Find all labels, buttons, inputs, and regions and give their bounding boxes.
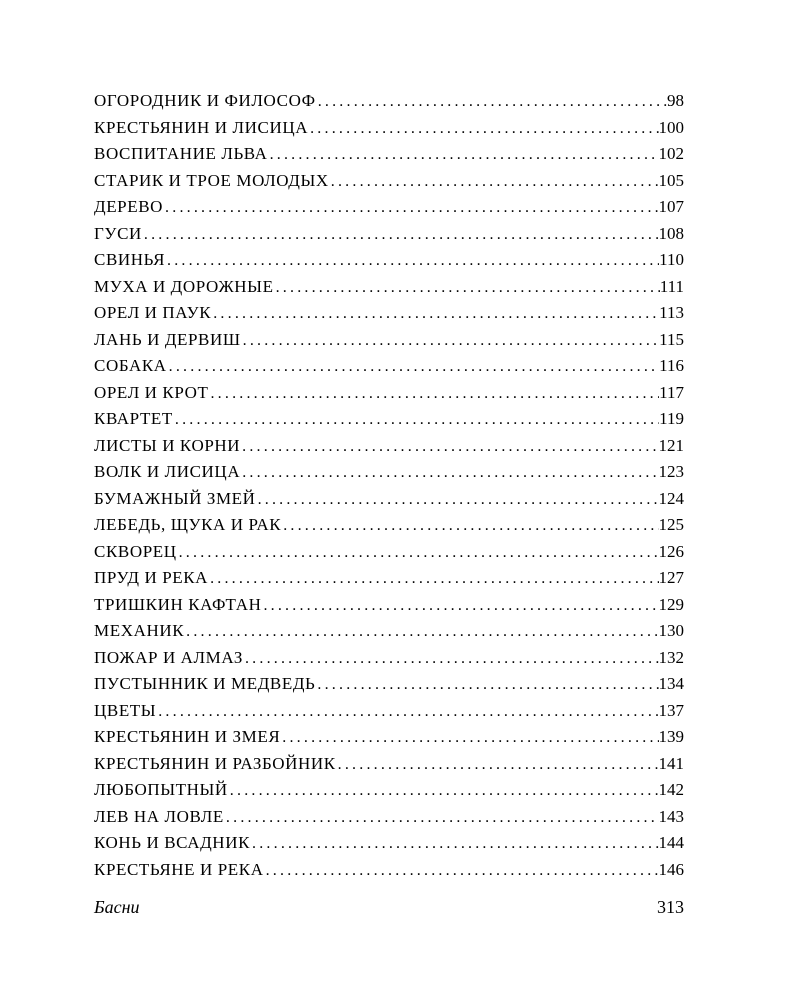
dot-leader — [266, 858, 659, 884]
toc-entry — [94, 141, 684, 168]
toc-entry-page: 143 — [658, 806, 684, 826]
toc-entry — [94, 565, 684, 592]
dot-leader — [144, 222, 659, 248]
toc-entry — [94, 433, 684, 460]
toc-entry-title: КОНЬ И ВСАДНИК — [94, 833, 251, 852]
toc-entry-page: 141 — [658, 753, 684, 773]
toc-entry-page: 113 — [659, 303, 684, 322]
page-footer — [94, 897, 684, 925]
toc-entry-title: ОРЕЛ И КРОТ — [94, 382, 209, 402]
toc-entry — [94, 512, 684, 539]
toc-entry-page: 144 — [658, 833, 684, 852]
toc-entry-page: 98 — [667, 91, 684, 110]
toc-entry-title: ПРУД И РЕКА — [94, 568, 209, 587]
dot-leader — [165, 195, 658, 221]
dot-leader — [258, 487, 659, 513]
dot-leader — [158, 699, 658, 725]
toc-entry-title: ОГОРОДНИК И ФИЛОСОФ — [94, 91, 316, 110]
dot-leader — [270, 142, 659, 168]
toc-entry-page: 134 — [658, 674, 684, 693]
dot-leader — [252, 831, 658, 857]
toc-entry-page: 119 — [659, 409, 684, 428]
toc-entry-page: 124 — [658, 488, 684, 508]
toc-entry-page: 121 — [658, 435, 684, 455]
toc-entry — [94, 300, 684, 327]
toc-entry — [94, 645, 684, 672]
toc-entry-title: КРЕСТЬЯНИН И ЗМЕЯ — [94, 727, 281, 746]
dot-leader — [283, 513, 658, 539]
toc-entry-page: 139 — [658, 727, 684, 746]
toc-entry-page: 125 — [658, 515, 684, 534]
toc-entry-page: 116 — [659, 356, 684, 375]
toc-entry-title: КРЕСТЬЯНИН И РАЗБОЙНИК — [94, 753, 336, 773]
toc-entry-page: 130 — [658, 621, 684, 640]
dot-leader — [210, 566, 658, 592]
toc-entry-page: 137 — [658, 700, 684, 720]
dot-leader — [230, 778, 659, 804]
toc-entry-page: 107 — [658, 197, 684, 216]
toc-entry-title: МЕХАНИК — [94, 621, 185, 640]
toc-entry-title: ЛЮБОПЫТНЫЙ — [94, 780, 228, 799]
toc-entry-page: 123 — [658, 462, 684, 481]
toc-entry — [94, 380, 684, 407]
toc-entry — [94, 698, 684, 725]
toc-entry-page: 132 — [658, 647, 684, 667]
toc-entry — [94, 327, 684, 354]
dot-leader — [169, 354, 659, 380]
toc-entry-page: 105 — [658, 170, 684, 190]
toc-entry-title: МУХА И ДОРОЖНЫЕ — [94, 276, 274, 296]
toc-entry-title: СТАРИК И ТРОЕ МОЛОДЫХ — [94, 170, 329, 190]
toc-entry-title: КРЕСТЬЯНИН И ЛИСИЦА — [94, 117, 309, 137]
dot-leader — [242, 434, 658, 460]
toc-entry — [94, 486, 684, 513]
toc-entry-title: КРЕСТЬЯНЕ И РЕКА — [94, 859, 264, 879]
dot-leader — [210, 381, 659, 407]
toc-entry — [94, 618, 684, 645]
toc-entry — [94, 406, 684, 433]
toc-entry — [94, 221, 684, 248]
toc-entry — [94, 115, 684, 142]
dot-leader — [186, 619, 658, 645]
dot-leader — [318, 89, 667, 115]
dot-leader — [179, 540, 659, 566]
toc-entry — [94, 777, 684, 804]
toc-entry-page: 129 — [658, 594, 684, 614]
toc-entry — [94, 539, 684, 566]
toc-entry-title: БУМАЖНЫЙ ЗМЕЙ — [94, 488, 256, 508]
dot-leader — [276, 275, 660, 301]
toc-entry-title: ЛЕВ НА ЛОВЛЕ — [94, 806, 224, 826]
dot-leader — [243, 328, 660, 354]
dot-leader — [226, 805, 659, 831]
toc-entry — [94, 751, 684, 778]
dot-leader — [310, 116, 658, 142]
toc-entry — [94, 353, 684, 380]
toc-entry-title: ЛАНЬ И ДЕРВИШ — [94, 329, 241, 349]
toc-entry — [94, 671, 684, 698]
dot-leader — [263, 593, 658, 619]
dot-leader — [175, 407, 659, 433]
toc-entry-title: ЛИСТЫ И КОРНИ — [94, 435, 241, 455]
dot-leader — [245, 646, 659, 672]
toc-entry-title: ВОСПИТАНИЕ ЛЬВА — [94, 144, 268, 163]
toc-entry — [94, 857, 684, 884]
toc-entry-title: СОБАКА — [94, 356, 167, 375]
toc-entry-title: ДЕРЕВО — [94, 197, 164, 216]
toc-entry-title: КВАРТЕТ — [94, 409, 173, 428]
page-number: 313 — [657, 897, 684, 917]
table-of-contents — [94, 88, 684, 883]
toc-entry — [94, 592, 684, 619]
toc-entry — [94, 804, 684, 831]
toc-entry — [94, 459, 684, 486]
toc-entry-title: ЦВЕТЫ — [94, 700, 157, 720]
dot-leader — [213, 301, 659, 327]
running-title: Басни — [94, 897, 140, 917]
toc-entry-page: 108 — [658, 223, 684, 243]
toc-entry-page: 127 — [658, 568, 684, 587]
dot-leader — [282, 725, 658, 751]
toc-entry-title: ПУСТЫННИК И МЕДВЕДЬ — [94, 674, 316, 693]
toc-entry-title: ОРЕЛ И ПАУК — [94, 303, 212, 322]
toc-entry-page: 111 — [659, 276, 684, 296]
toc-entry-title: ГУСИ — [94, 223, 142, 243]
toc-entry — [94, 724, 684, 751]
toc-entry-title: ПОЖАР И АЛМАЗ — [94, 647, 243, 667]
toc-entry-page: 115 — [659, 329, 684, 349]
toc-entry-page: 110 — [659, 250, 684, 269]
toc-entry-page: 146 — [658, 859, 684, 879]
dot-leader — [167, 248, 659, 274]
toc-entry — [94, 247, 684, 274]
toc-entry-page: 100 — [658, 117, 684, 137]
toc-entry-page: 142 — [658, 780, 684, 799]
toc-entry-page: 102 — [658, 144, 684, 163]
toc-entry — [94, 830, 684, 857]
toc-entry-title: ЛЕБЕДЬ, ЩУКА И РАК — [94, 515, 282, 534]
toc-entry-title: ВОЛК И ЛИСИЦА — [94, 462, 241, 481]
toc-entry — [94, 194, 684, 221]
toc-entry-title: СВИНЬЯ — [94, 250, 166, 269]
toc-entry — [94, 168, 684, 195]
toc-entry-title: СКВОРЕЦ — [94, 541, 177, 561]
toc-entry-page: 126 — [658, 541, 684, 561]
toc-entry — [94, 88, 684, 115]
dot-leader — [338, 752, 659, 778]
dot-leader — [242, 460, 658, 486]
dot-leader — [331, 169, 659, 195]
toc-entry-title: ТРИШКИН КАФТАН — [94, 594, 262, 614]
toc-entry-page: 117 — [659, 382, 684, 402]
dot-leader — [317, 672, 658, 698]
toc-entry — [94, 274, 684, 301]
